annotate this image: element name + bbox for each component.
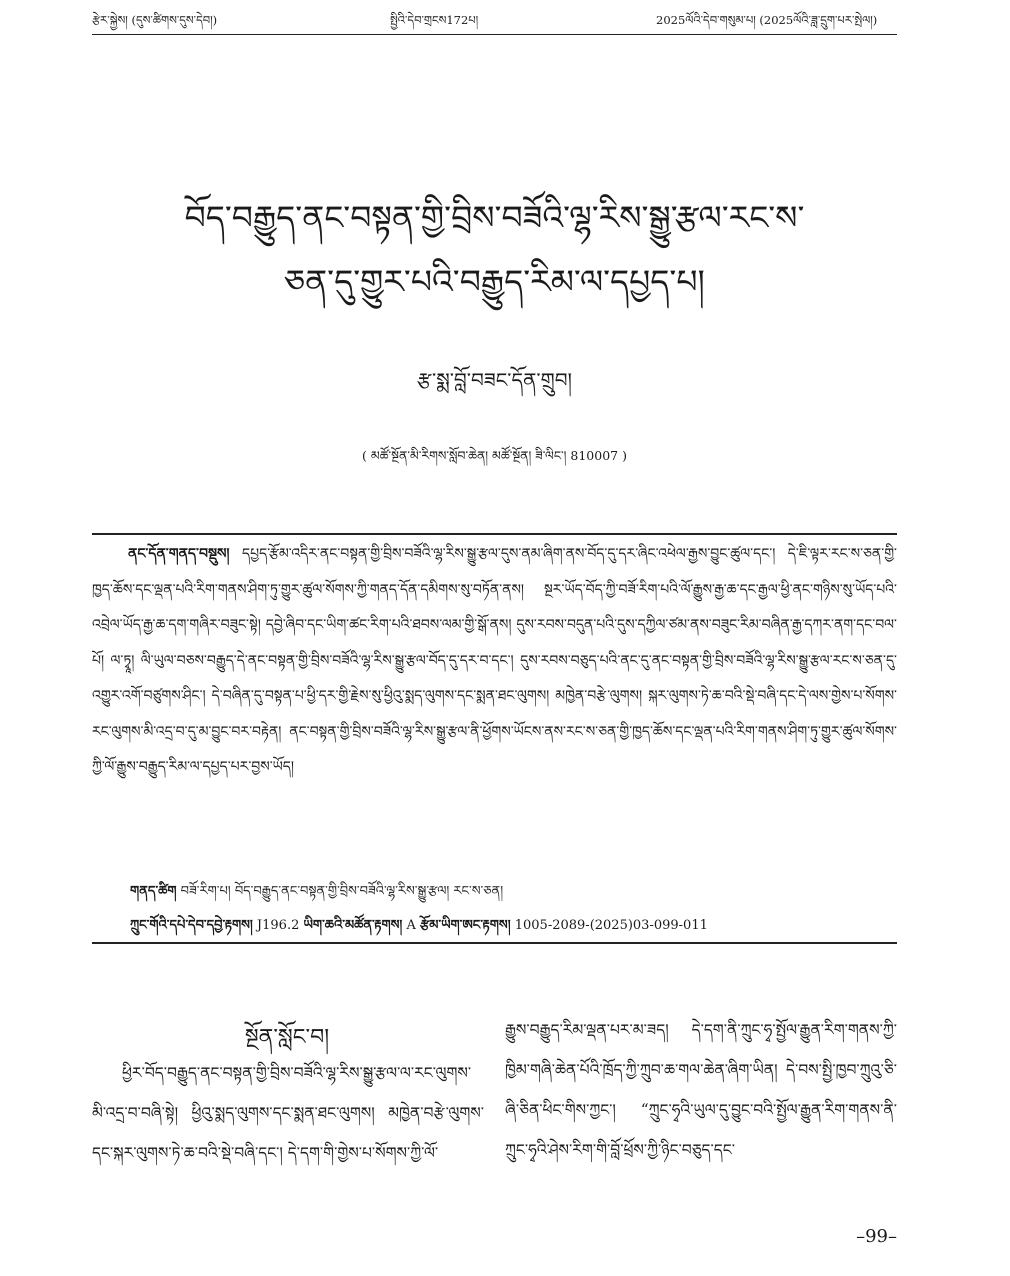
- page-number: –99–: [856, 1226, 897, 1247]
- article-title-line-2: ཅན་དུ་གྱུར་པའི་བརྒྱུད་རིམ་ལ་དཔྱད་པ།: [284, 262, 705, 301]
- abstract-label: ནང་དོན་གནད་བསྡུས།: [128, 546, 230, 562]
- body-column-left: ཕྱིར་བོད་བརྒྱུད་ནང་བསྟན་གྱི་བྲིས་བཟོའི་ལྷ་རིས་སྒྱུ་རྩལ་ལ་རང་ལུགས་མི་འདྲ་བ་བཞི་སྟེ། ཕྱིའུ་སྨད་ལུགས་དང་སྨན་ཐང་ལུགས། མཁྱེན་བརྩེ་ལུགས་དང་སྐར་ལུགས་ཏེ་ཆ་བའི་སྡེ་བཞི་དང་། དེ་དག་གི་གྱེས་པ་སོགས་ཀྱི་ལོ་: [92, 1064, 484, 1162]
- abstract-text: དཔྱད་རྩོམ་འདིར་ནང་བསྟན་གྱི་བྲིས་བཟོའི་ལྷ་རིས་སྒྱུ་རྩལ་དུས་ནམ་ཞིག་ནས་བོད་དུ་དར་ཞིང་འཕེལ་རྒྱས་བྱུང་ཚུལ་དང་། དེ་ཇི་ལྟར་རང་ས་ཅན་གྱི་ཁྱད་ཆོས་དང་ལྡན་པའི་རིག་གནས་ཤིག་ཏུ་གྱུར་ཚུལ་སོགས་ཀྱི་གནད་དོན་དམིགས་སུ་བཏོན་ནས། སྔར་ཡོད་བོད་ཀྱི་བཟོ་རིག་པའི་ལོ་རྒྱུས་རྒྱ་ཆ་དང་རྒྱལ་ཕྱི་ནང་གཉིས་སུ་ཡོད་པའི་འབྲེལ་ཡོད་རྒྱ་ཆ་དག་གཞིར་བཟུང་སྟེ། དབྱེ་ཞིབ་དང་ཡིག་ཚང་རིག་པའི་ཐབས་ལམ་གྱི་སྒོ་ནས། དུས་རབས་བདུན་པའི་དུས་དཀྱིལ་ཙམ་ནས་བཟུང་རིམ་བཞིན་རྒྱ་དཀར་ནག་དང་བལ་པོ། ལ་ཏྭཱ། ལི་ཡུལ་བཅས་བརྒྱུད་དེ་ནང་བསྟན་གྱི་བྲིས་བཟོའི་ལྷ་རིས་སྒྱུ་རྩལ་བོད་དུ་དར་བ་དང་། དུས་རབས་བཅུད་པའི་ནང་དུ་ནང་བསྟན་གྱི་བྲིས་བཟོའི་ལྷ་རིས་སྒྱུ་རྩལ་རང་ས་ཅན་དུ་འགྱུར་འགོ་བཙུགས་ཤིང་། དེ་བཞིན་དུ་བསྟན་པ་ཕྱི་དར་གྱི་རྗེས་སུ་ཕྱིའུ་སྨད་ལུགས་དང་སྨན་ཐང་ལུགས། མཁྱེན་བརྩེ་ལུགས། སྐར་ལུགས་ཏེ་ཆ་བའི་སྡེ་བཞི་དང་དེ་ལས་གྱེས་པ་སོགས་རང་ལུགས་མི་འདྲ་བ་དུ་མ་བྱུང་བར་བརྟེན། ནང་བསྟན་གྱི་བྲིས་བཟོའི་ལྷ་རིས་སྒྱུ་རྩལ་ནི་ཕྱོགས་ཡོངས་ནས་རང་ས་ཅན་གྱི་ཁྱད་ཆོས་དང་ལྡན་པའི་རིག་གནས་ཤིག་ཏུ་གྱུར་ཚུལ་སོགས་ཀྱི་ལོ་རྒྱུས་བརྒྱུད་རིམ་ལ་དཔྱད་པར་བྱས་ཡོད།: [92, 546, 897, 775]
- running-header-left: རྩེར་སྐྱེས། (དུས་ཚིགས་དུས་དེབ།): [92, 13, 218, 27]
- running-header-center: སྤྱིའི་དེབ་གྲངས172པ།: [390, 13, 479, 27]
- abstract: [92, 537, 897, 786]
- body-column-right: རྒྱུས་བརྒྱུད་རིམ་ལྡན་པར་མ་ཟད། དེ་དག་ནི་ཀྲུང་ཧྭ་སྤྱོལ་རྒྱུན་རིག་གནས་ཀྱི་ཁྱིམ་གཞི་ཆེན་པོའི་ཁྲོད་ཀྱི་ཀྲུབ་ཆ་གལ་ཆེན་ཞིག་ཡིན། དེ་བས་སྤྱི་ཁྱབ་ཀྲུའུ་ཅི་ཞི་ཅིན་ཕིང་གིས་ཀྱང་། “ཀྲུང་ཧྭའི་ཡུལ་དུ་བྱུང་བའི་སྤྱོལ་རྒྱུན་རིག་གནས་ནི་ཀྲུང་ཧྭའི་ཤེས་རིག་གི་བློ་ཕྲོས་ཀྱི་ཉིང་བཅུད་དང་: [505, 1021, 897, 1159]
- article-title-line-1: བོད་བརྒྱུད་ནང་བསྟན་གྱི་བྲིས་བཟོའི་ལྷ་རིས་སྒྱུ་རྩལ་རང་ས་: [184, 198, 805, 237]
- abstract-bottom-rule: [92, 942, 897, 944]
- running-header-right: 2025ལོའི་དེབ་གསུམ་པ། (2025ལོའི་ཟླ་དྲུག་པར་སྤེལ།): [656, 13, 878, 27]
- article-id-label: རྩོམ་ཡིག་ཨང་རྟགས།: [420, 918, 511, 933]
- clc-code: J196.2: [256, 918, 300, 933]
- abstract-top-rule: [92, 533, 897, 535]
- keywords-label: གནད་ཚིག: [130, 884, 177, 899]
- author-name: རྩ་སྨ་བློ་བཟང་དོན་གྲུབ།: [417, 368, 572, 392]
- classification-line: [130, 916, 897, 936]
- section-title: སྔོན་སློང་བ།: [244, 1025, 330, 1050]
- clc-label: ཀྲུང་གོའི་དཔེ་དེབ་དབྱེ་རྟགས།: [130, 918, 253, 933]
- keywords: [130, 882, 897, 902]
- keywords-text: བཟོ་རིག་པ། བོད་བརྒྱུད་ནང་བསྟན་གྱི་བྲིས་བཟོའི་ལྷ་རིས་སྒྱུ་རྩལ། རང་ས་ཅན།: [180, 884, 504, 899]
- doc-code-label: ཡིག་ཆའི་མཚོན་རྟགས།: [303, 918, 403, 933]
- author-affiliation: ( མཚོ་སྔོན་མི་རིགས་སློབ་ཆེན། མཚོ་སྔོན། ཟི་ལིང་། 810007 ): [362, 448, 627, 463]
- header-rule: [92, 34, 897, 35]
- doc-code: A: [406, 918, 416, 933]
- article-id: 1005-2089-(2025)03-099-011: [514, 918, 708, 933]
